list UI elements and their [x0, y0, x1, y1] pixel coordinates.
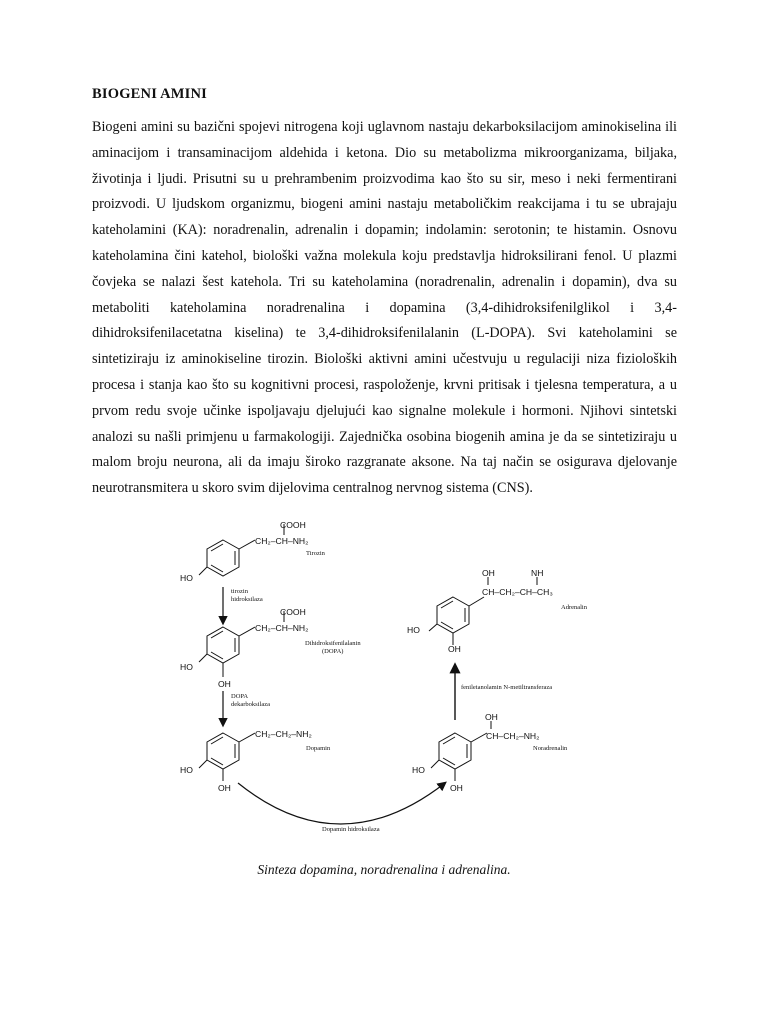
adrenaline-top-nh: NH	[531, 568, 544, 578]
enzyme-dopa-decarboxylase-2: dekarboksilaza	[231, 701, 270, 708]
adrenaline-oh: OH	[448, 644, 461, 654]
enzyme-tyrosine-hydroxylase-2: hidroksilaza	[231, 596, 263, 603]
noradrenaline-oh: OH	[450, 783, 463, 793]
dopamine-ho: HO	[180, 765, 193, 775]
benzene-ring-icon	[437, 597, 469, 633]
body-paragraph: Biogeni amini su bazični spojevi nitrogena koji uglavnom nastaju dekarboksilacijom aminokiselina ili aminacijom i transaminacijom aldehida i ketona. Dio su metabolizma mikroorganizama, biljaka, životinja i ljudi. Prisutni su u prehrambenim proizvodima kao što su sir, meso i neki fermentirani proizvodi. U ljudskom organizmu, biogeni amini nastaju metaboličkim reakcijama i tu se ubrajaju kateholamini (KA): noradrenalin, adrenalin i dopamin; indolamin: serotonin; te histamin. Osnovu kateholamina čini katehol, biološki važna molekula koju predstavlja hidroksilirani fenol. U plazmi čovjeka se nalazi šest katehola. Tri su kateholamina (noradrenalin, adrenalin i dopamin), dva su metaboliti kateholamina noradrenalina i dopamina (3,4-dihidroksifenilglikol i 3,4-dihidroksifenilacetatna kiselina) te 3,4-dihidroksifenilalanin (L-DOPA). Svi kateholamini se sintetiziraju iz aminokiseline tirozin. Biološki aktivni amini učestvuju u regulaciji niza fizioloških procesa i stanja kao što su kognitivni procesi, raspoloženje, krvni pritisak i tjelesna temperatura, a u prvom redu svoje učinke ispoljavaju djelujući kao signalne molekule i hormoni. Njihovi sintetski analozi su našli primjenu u farmakologiji. Zajednička osobina biogenih amina je da se sintetiziraju u malom broju neurona, ali da imaju široko razgranate aksone. Na taj način se osigurava djelovanje neurotransmitera u skoro svim dijelovima centralnog nervnog sistema (CNS).	[92, 119, 677, 497]
dopamine-name: Dopamin	[306, 745, 331, 752]
adrenaline-name: Adrenalin	[561, 604, 587, 611]
benzene-ring-icon	[207, 733, 239, 769]
tyrosine-cooh: COOH	[280, 520, 306, 530]
benzene-ring-icon	[207, 627, 239, 663]
enzyme-dopamine-hydroxylase: Dopamin hidroksilaza	[322, 826, 380, 833]
enzyme-dopa-decarboxylase-1: DOPA	[231, 693, 249, 700]
adrenaline-side-chain: CH–CH₂–CH–CH₃	[482, 587, 553, 597]
figure-caption: Sinteza dopamina, noradrenalina i adrenalina.	[257, 862, 511, 877]
enzyme-pnmt: feniletanolamin N-metiltransferaza	[461, 684, 553, 691]
synthesis-figure	[0, 515, 768, 855]
tyrosine-side-chain: CH₂–CH–NH₂	[255, 536, 309, 546]
dopa-cooh: COOH	[280, 607, 306, 617]
noradrenaline-name: Noradrenalin	[533, 745, 568, 752]
dopamine-oh: OH	[218, 783, 231, 793]
dopa-oh: OH	[218, 679, 231, 689]
adrenaline-top-oh: OH	[482, 568, 495, 578]
noradrenaline-side-chain: CH–CH₂–NH₂	[486, 731, 540, 741]
adrenaline-ho: HO	[407, 625, 420, 635]
dopamine-structure	[199, 733, 255, 781]
dopa-ho: HO	[180, 662, 193, 672]
benzene-ring-icon	[439, 733, 471, 769]
benzene-ring-icon	[207, 540, 239, 576]
dopa-side-chain: CH₂–CH–NH₂	[255, 623, 309, 633]
noradrenaline-ho: HO	[412, 765, 425, 775]
dopa-name-2: (DOPA)	[322, 648, 344, 655]
tyrosine-name: Tirozin	[306, 550, 325, 557]
curved-arrow-icon	[238, 783, 445, 824]
noradrenaline-top-oh: OH	[485, 712, 498, 722]
pathway-diagram	[0, 515, 768, 855]
dopa-name-1: Dihidroksifenilalanin	[305, 640, 361, 647]
enzyme-tyrosine-hydroxylase-1: tirozin	[231, 588, 248, 595]
tyrosine-ho: HO	[180, 573, 193, 583]
dopa-structure	[199, 611, 284, 677]
tyrosine-structure	[199, 524, 284, 576]
page-title: BIOGENI AMINI	[92, 86, 207, 102]
noradrenaline-structure	[431, 721, 491, 781]
dopamine-side-chain: CH₂–CH₂–NH₂	[255, 729, 312, 739]
